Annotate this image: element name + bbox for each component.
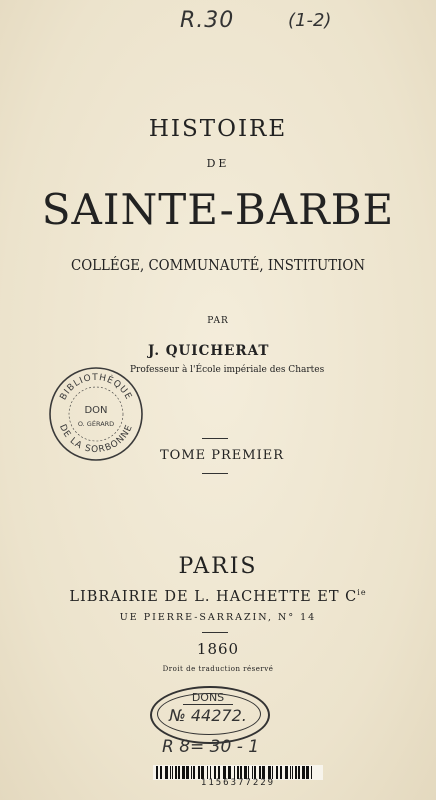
by-line-par: PAR <box>207 316 229 326</box>
library-stamp <box>48 366 144 462</box>
author-affiliation: Professeur à l'École impériale des Chartes <box>130 365 325 375</box>
stamp-arc-bottom: DE LA SORBONNE <box>56 423 136 456</box>
title-connector-de: DE <box>206 157 230 170</box>
handwritten-call-number: R 8= 30 - 1 <box>162 737 260 757</box>
publisher-superscript: ie <box>357 588 367 597</box>
donation-number: № 44272. <box>169 706 247 725</box>
rule-below-tome <box>202 473 228 474</box>
rights-notice: Droit de traduction réservé <box>162 665 274 673</box>
volume-label: TOME PREMIER <box>160 448 285 463</box>
svg-text:BIBLIOTHÈQUE <box>58 373 133 402</box>
subtitle: COLLÉGE, COMMUNAUTÉ, INSTITUTION <box>70 258 365 274</box>
imprint-city: PARIS <box>178 554 258 579</box>
stamp-inner-text: O. GÉRARD <box>77 420 115 428</box>
stamp-center-text: DON <box>84 405 108 416</box>
rule-above-year <box>202 632 228 633</box>
stamp-arc-top: BIBLIOTHÈQUE <box>58 372 134 403</box>
handwritten-shelfmark: R.30 <box>180 8 235 33</box>
donation-stamp-label: DONS <box>183 692 233 705</box>
title-line-histoire: HISTOIRE <box>148 116 288 142</box>
rule-above-tome <box>202 438 228 439</box>
handwritten-shelfmark-suffix: (1-2) <box>288 10 332 31</box>
imprint-publisher <box>0 588 436 605</box>
publisher-name: LIBRAIRIE DE L. HACHETTE ET C <box>69 588 358 605</box>
imprint-year: 1860 <box>196 640 240 658</box>
book-title: SAINTE-BARBE <box>41 185 395 234</box>
imprint-address: UE PIERRE-SARRAZIN, N° 14 <box>119 612 317 623</box>
author-name: J. QUICHERAT <box>148 343 270 359</box>
barcode-number: 1156377229 <box>200 778 276 788</box>
